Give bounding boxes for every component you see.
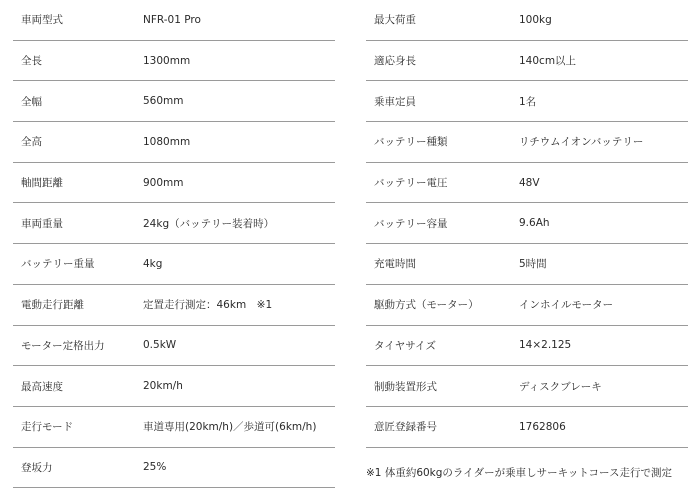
spec-label: 走行モード (21, 421, 74, 434)
spec-row (366, 244, 688, 285)
spec-value: NFR-01 Pro (143, 13, 201, 26)
spec-label: 駆動方式（モーター） (374, 299, 479, 312)
spec-row (13, 366, 335, 407)
spec-value: 5時間 (519, 258, 547, 271)
spec-row (13, 163, 335, 204)
spec-row (13, 122, 335, 163)
spec-label: 最高速度 (21, 380, 63, 393)
spec-row (13, 407, 335, 448)
spec-label: バッテリー容量 (374, 217, 448, 230)
spec-value: インホイルモーター (519, 299, 614, 312)
spec-label: 全長 (21, 55, 42, 68)
spec-label: バッテリー電圧 (374, 177, 448, 190)
spec-row (366, 407, 688, 448)
footnote: ※1 体重約60kgのライダーが乗車しサーキットコース走行で測定 (366, 467, 672, 479)
spec-label: バッテリー種類 (374, 136, 448, 149)
spec-label: 全高 (21, 136, 42, 149)
spec-row (366, 285, 688, 326)
spec-label: 電動走行距離 (21, 299, 84, 312)
spec-row (13, 448, 335, 489)
spec-value: 1300mm (143, 54, 191, 67)
spec-row (366, 81, 688, 122)
spec-row (13, 0, 335, 41)
spec-label: 最大荷重 (374, 14, 416, 27)
spec-label: 充電時間 (374, 258, 416, 271)
spec-label: 車両重量 (21, 217, 63, 230)
spec-value: 20km/h (143, 380, 183, 393)
spec-value: 4kg (143, 257, 163, 270)
spec-table-right (366, 0, 688, 448)
spec-value: 14×2.125 (519, 339, 572, 352)
spec-row (13, 285, 335, 326)
spec-value: 900mm (143, 176, 184, 189)
spec-row (13, 203, 335, 244)
spec-value: 0.5kW (143, 339, 177, 352)
spec-value: 1名 (519, 95, 537, 108)
spec-row (13, 326, 335, 367)
spec-row (366, 0, 688, 41)
spec-row (366, 163, 688, 204)
spec-value: 24kg（バッテリー装着時） (143, 217, 275, 230)
spec-value: ディスクブレーキ (519, 380, 602, 393)
spec-row (366, 326, 688, 367)
spec-row (366, 203, 688, 244)
spec-row (366, 366, 688, 407)
spec-table-left (13, 0, 335, 488)
spec-value: 定置走行測定：46km ※1 (143, 299, 273, 312)
spec-label: 制動装置形式 (374, 380, 437, 393)
spec-label: 登坂力 (21, 461, 53, 474)
spec-label: タイヤサイズ (374, 339, 436, 352)
spec-value: 1762806 (519, 420, 566, 433)
spec-value: 560mm (143, 95, 184, 108)
spec-row (13, 81, 335, 122)
spec-label: 軸間距離 (21, 177, 63, 190)
spec-value: リチウムイオンバッテリー (519, 136, 644, 149)
spec-label: 乗車定員 (374, 95, 416, 108)
spec-row (366, 41, 688, 82)
spec-value: 25% (143, 461, 167, 474)
spec-row (13, 41, 335, 82)
spec-label: 適応身長 (374, 55, 416, 68)
spec-value: 9.6Ah (519, 217, 550, 230)
spec-value: 140cm以上 (519, 55, 577, 68)
spec-label: 意匠登録番号 (374, 421, 437, 434)
spec-label: 全幅 (21, 95, 42, 108)
spec-row (366, 122, 688, 163)
spec-label: バッテリー重量 (21, 258, 95, 271)
spec-value: 48V (519, 176, 540, 189)
spec-label: 車両型式 (21, 14, 63, 27)
spec-label: モーター定格出力 (21, 339, 105, 352)
spec-value: 車道専用(20km/h)／歩道可(6km/h) (143, 421, 317, 434)
spec-value: 1080mm (143, 135, 191, 148)
spec-row (13, 244, 335, 285)
spec-value: 100kg (519, 13, 552, 26)
